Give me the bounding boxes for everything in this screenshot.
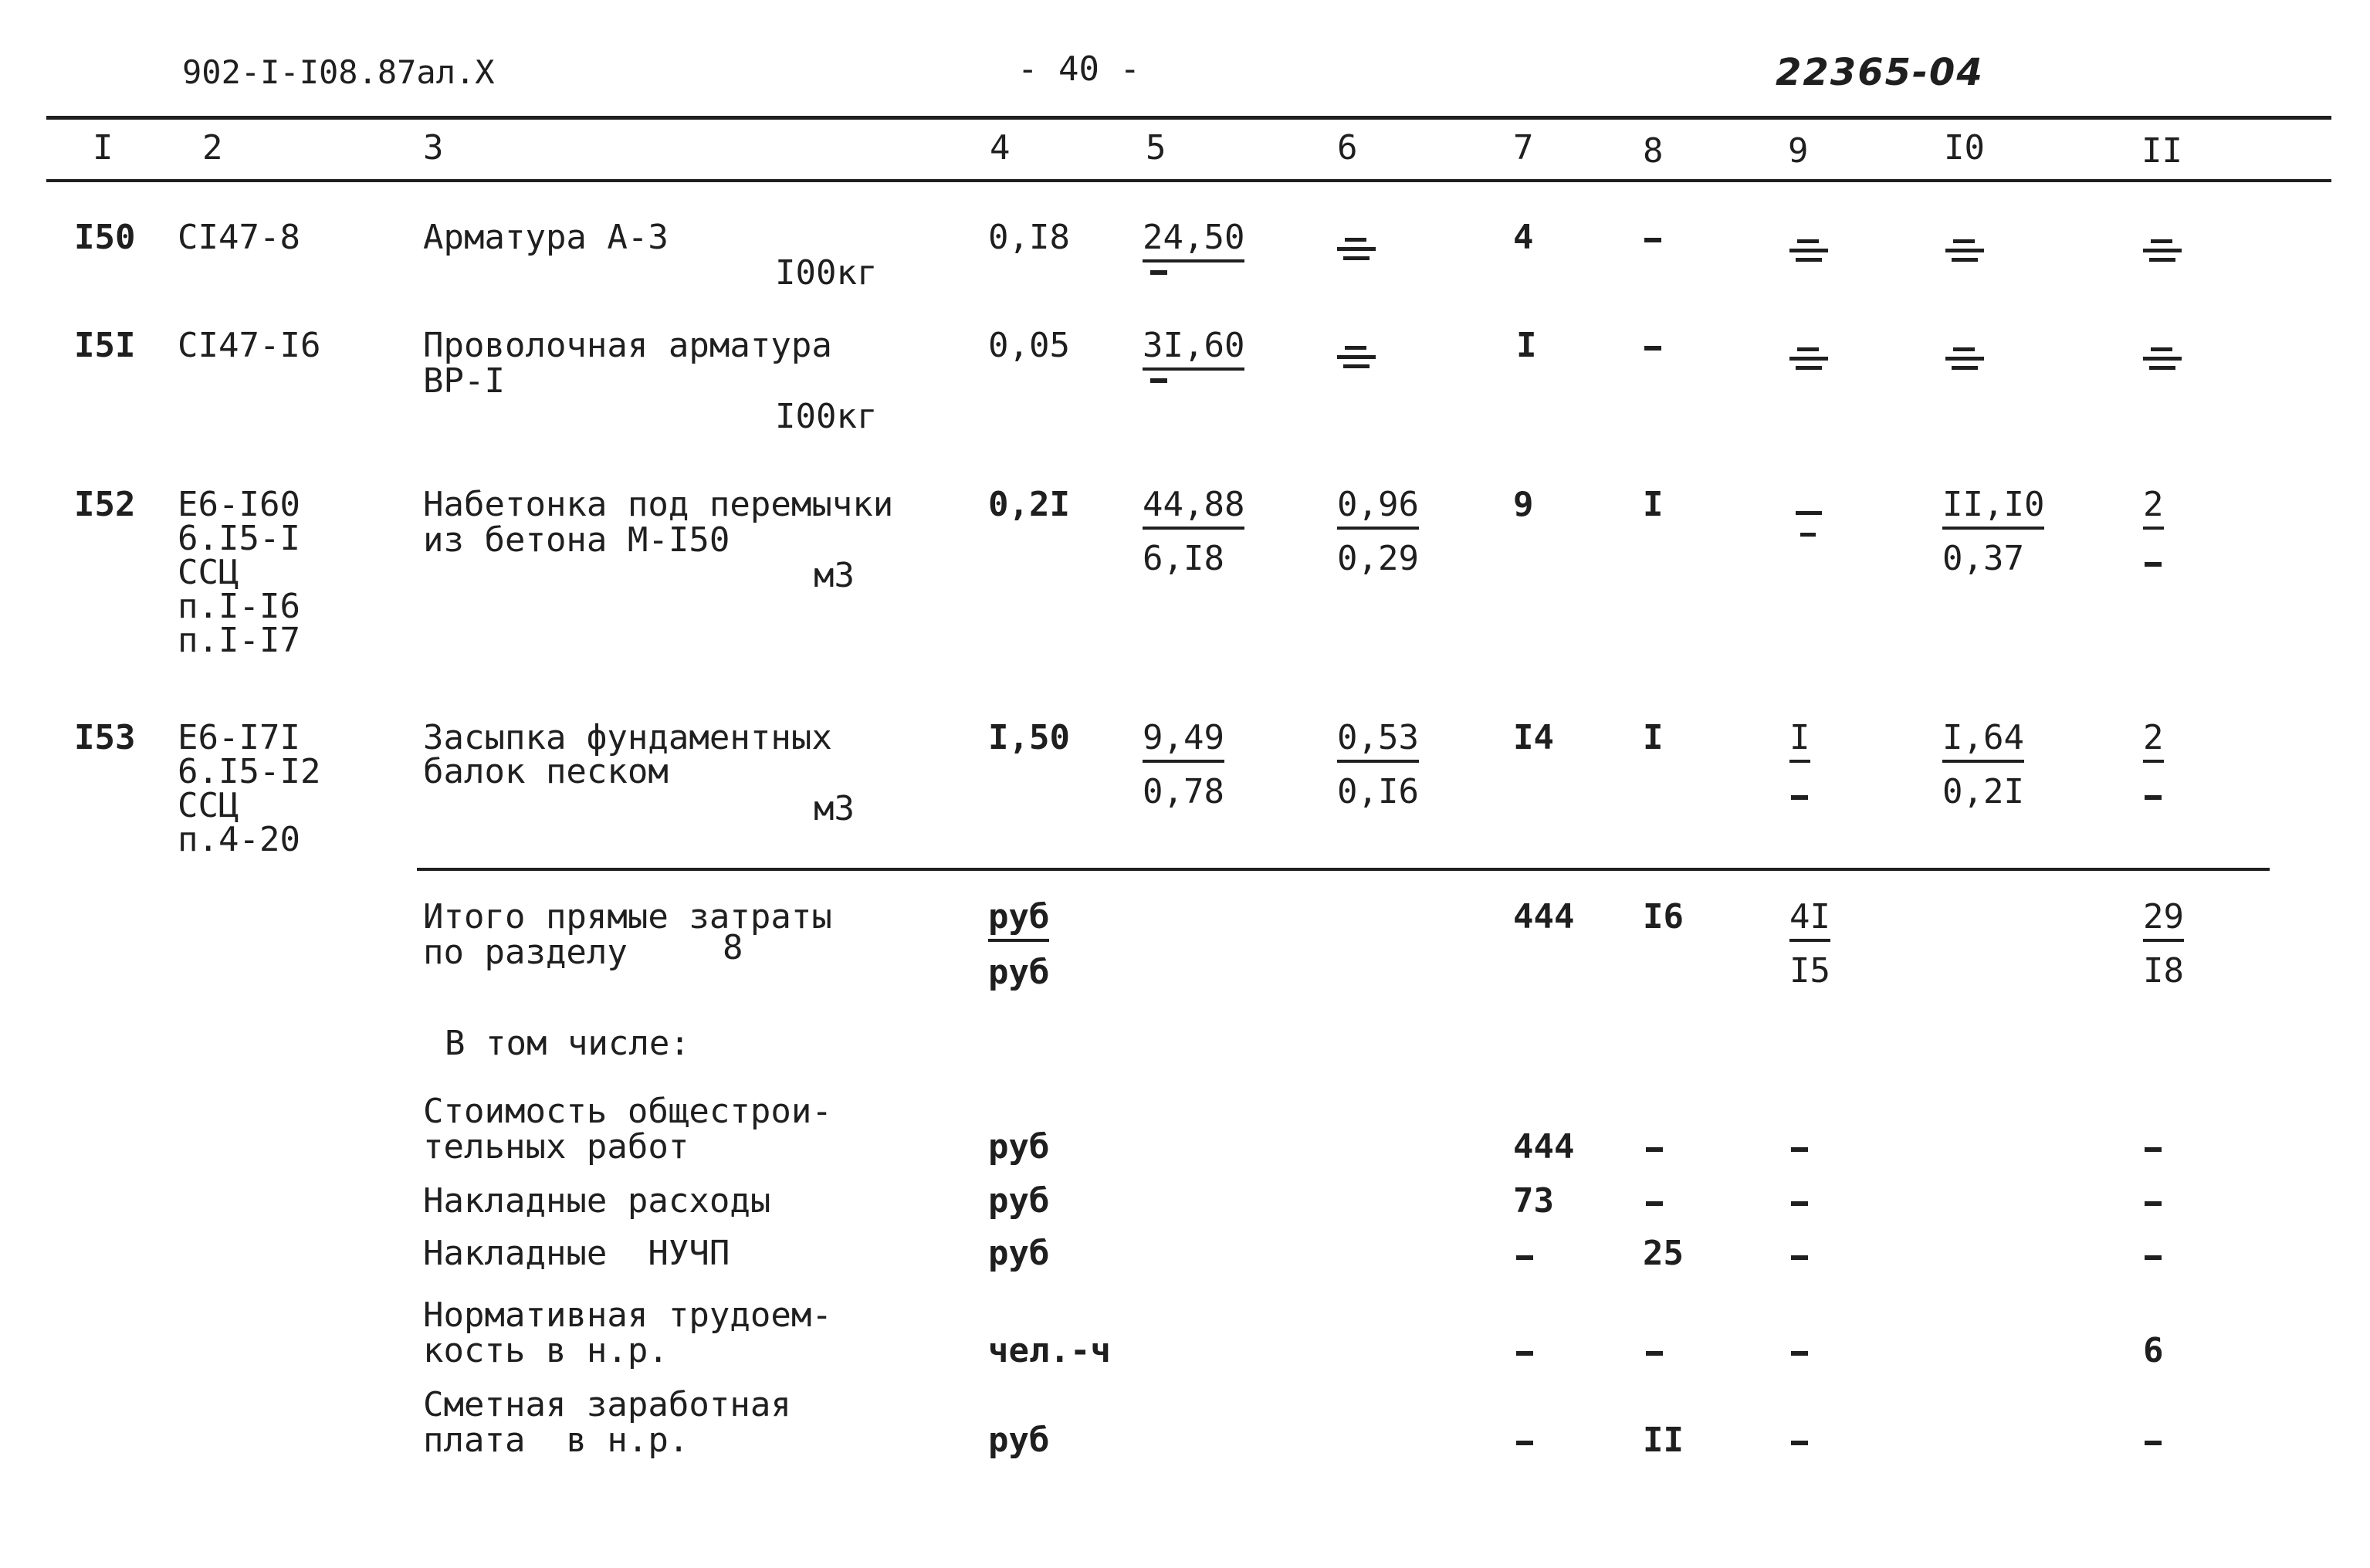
total-cost: 9 [1513,485,1534,524]
dash-mark [1789,506,1828,537]
ditto-mark [1945,236,1984,262]
rate-code: п.I-I6 [178,587,300,626]
dash-mark [1646,1351,1663,1356]
dash-mark [1791,1351,1808,1356]
row-number: I53 [74,718,136,757]
rate-code: Е6-I60 [178,485,300,524]
dash-mark [2145,562,2162,567]
unit: I00кг [775,253,878,293]
quantity: I,50 [988,718,1070,757]
unit-cost-wage: 0,78 [1143,772,1224,811]
labor-top: 2 [2143,720,2164,763]
breakdown-label: Нормативная трудоем- [423,1295,832,1335]
machine-total [1942,486,2044,530]
including-label: В том числе: [445,1024,690,1063]
machine-total-top: II,I0 [1942,486,2044,530]
unit-cost-total: 24,50 [1143,219,1244,262]
totals-unit-top: руб [988,899,1049,942]
rate-code: 6.I5-I2 [178,752,321,791]
column-header: 6 [1337,128,1358,168]
dash-mark [1791,1441,1808,1445]
quantity: 0,2I [988,485,1070,524]
column-header: 7 [1513,128,1534,168]
machine-cost-total: 0,96 [1337,486,1419,530]
dash-mark [1646,1147,1663,1152]
document-code: 902-I-I08.87ал.X [182,53,495,91]
labor [2143,720,2164,763]
unit: I00кг [775,397,878,436]
dash-mark [2145,1201,2162,1206]
quantity: 0,05 [988,326,1070,365]
column-header: 8 [1643,131,1664,171]
breakdown-label: Сметная заработная [423,1385,791,1424]
machine-cost-wage: 0,I6 [1337,772,1419,811]
unit: м3 [814,556,855,595]
ditto-mark [1945,344,1984,371]
ditto-mark [1789,344,1828,371]
machine-cost-total: 0,53 [1337,720,1419,763]
rate-code: п.4-20 [178,820,300,859]
unit-cost-total: 9,49 [1143,720,1224,763]
machine-cost-col9-top: I [1789,720,1810,763]
machine-cost-wage: 0,29 [1337,539,1419,578]
totals-unit-bottom: руб [988,953,1050,992]
unit-cost-total: 3I,60 [1143,327,1244,371]
row-number: I52 [74,485,136,524]
column-header: 5 [1146,128,1166,168]
machine-cost-col9 [1789,720,1810,763]
ditto-mark [2143,344,2182,371]
item-name: Проволочная арматура [423,326,832,365]
ditto-mark [1789,236,1828,262]
breakdown-unit: руб [988,1234,1050,1273]
column-header: 2 [202,128,223,168]
unit-cost-wage: 6,I8 [1143,539,1224,578]
column-header: I [93,128,113,168]
top-rule [46,116,2331,120]
breakdown-unit: руб [988,1181,1050,1221]
section-number: 8 [723,928,743,967]
machine-total [1942,720,2024,763]
dash-mark [1516,1351,1533,1356]
breakdown-unit: руб [988,1127,1050,1167]
dash-mark [2145,1441,2162,1445]
column-header: I0 [1944,128,1985,168]
item-name: ВР-I [423,361,505,401]
item-name: Арматура А-3 [423,218,669,257]
breakdown-cost: 73 [1513,1181,1554,1221]
totals-wage: I6 [1643,897,1684,936]
dash-mark [2145,795,2162,800]
breakdown-wage: 25 [1643,1234,1684,1273]
totals-machine [1789,899,1830,942]
rate-code: 6.I5-I [178,519,300,558]
unit-cost [1143,720,1224,763]
dash-mark [1791,1255,1808,1260]
dash-mark [1150,378,1167,383]
totals-machine-top: 4I [1789,899,1830,942]
breakdown-label: тельных работ [423,1127,689,1167]
breakdown-labor: 6 [2143,1331,2164,1370]
dash-mark [1516,1441,1533,1445]
unit-cost-total: 44,88 [1143,486,1244,530]
labor-top: 2 [2143,486,2164,530]
page-number: - 40 - [1017,49,1140,89]
item-name: Засыпка фундаментных [423,718,832,757]
breakdown-unit: руб [988,1421,1050,1460]
column-header: II [2141,131,2182,171]
breakdown-label: Накладные НУЧП [423,1234,730,1273]
dash-mark [1150,270,1167,275]
ditto-mark [1337,235,1376,261]
dash-mark [1516,1255,1533,1260]
rate-code: п.I-I7 [178,621,300,660]
breakdown-cost: 444 [1513,1127,1575,1167]
column-header: 3 [423,128,444,168]
ditto-mark [1337,343,1376,369]
total-cost: I [1516,326,1537,365]
header-bottom-rule [46,179,2331,182]
stamp-number: 22365-04 [1776,51,1984,94]
rate-code: ССЦ [178,786,239,825]
row-number: I50 [74,218,136,257]
wage-total: I [1643,485,1664,524]
column-header: 4 [990,128,1011,168]
rate-code: Е6-I7I [178,718,300,757]
totals-label: по разделу [423,933,628,972]
totals-rule [417,868,2270,871]
wage-total: I [1643,718,1664,757]
breakdown-label: кость в н.р. [423,1331,669,1370]
breakdown-label: плата в н.р. [423,1421,689,1460]
unit-cost [1143,219,1244,262]
total-cost: I4 [1513,718,1554,757]
unit-cost [1143,486,1244,530]
item-name: из бетона М-I50 [423,520,730,560]
totals-label: Итого прямые затраты [423,897,832,936]
labor [2143,486,2164,530]
breakdown-label: Стоимость общестрои- [423,1092,832,1131]
unit-cost [1143,327,1244,371]
rate-code: CI47-I6 [178,326,321,365]
rate-code: CI47-8 [178,218,300,257]
rate-code: ССЦ [178,553,239,592]
breakdown-wage: II [1643,1421,1684,1460]
totals-labor [2143,899,2184,942]
totals-cost: 444 [1513,897,1575,936]
machine-cost [1337,486,1419,530]
ditto-mark [2143,236,2182,262]
totals-labor-top: 29 [2143,899,2184,942]
dash-mark [1646,1201,1663,1206]
breakdown-unit: чел.-ч [988,1331,1111,1370]
dash-mark [1791,1201,1808,1206]
total-cost: 4 [1513,218,1534,257]
totals-unit [988,899,1049,942]
totals-labor-bottom: I8 [2143,951,2184,991]
breakdown-label: Накладные расходы [423,1181,771,1221]
dash-mark [1791,795,1808,800]
dash-mark [1791,1147,1808,1152]
item-name: балок песком [423,752,669,791]
column-header: 9 [1788,131,1809,171]
row-number: I5I [74,326,136,365]
machine-total-wage: 0,37 [1942,539,2024,578]
unit: м3 [814,789,855,828]
item-name: Набетонка под перемычки [423,485,894,524]
totals-machine-bottom: I5 [1789,951,1830,991]
machine-cost [1337,720,1419,763]
dash-mark [2145,1255,2162,1260]
machine-total-wage: 0,2I [1942,772,2024,811]
machine-total-top: I,64 [1942,720,2024,763]
quantity: 0,I8 [988,218,1070,257]
dash-mark [2145,1147,2162,1152]
dash-mark [1644,346,1661,351]
dash-mark [1644,238,1661,242]
